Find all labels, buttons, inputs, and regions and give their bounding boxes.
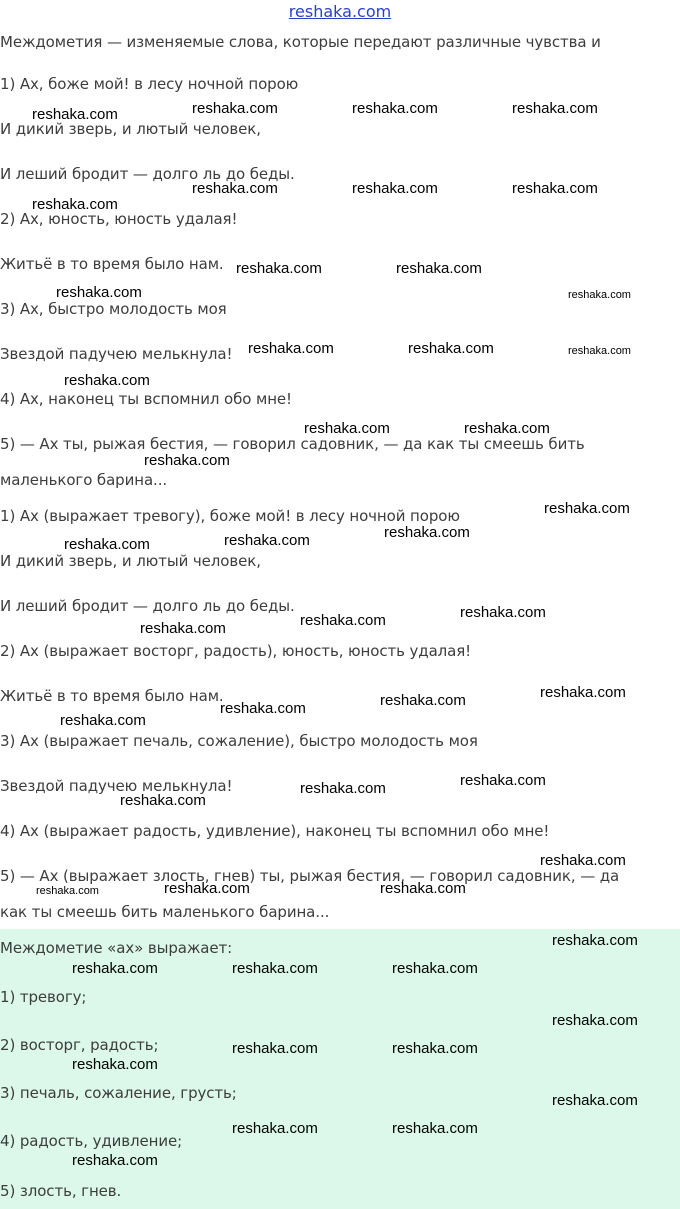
solution-line: И дикий зверь, и лютый человек, [0, 552, 261, 570]
task-line: Звездой падучею мелькнула! [0, 345, 233, 363]
solution-line: как ты смеешь бить маленького барина... [0, 903, 330, 921]
site-link[interactable]: reshaka.com [288, 2, 392, 21]
task-line: Житьё в то время было нам. [0, 255, 224, 273]
watermark: reshaka.com [464, 420, 550, 437]
watermark: reshaka.com [304, 420, 390, 437]
watermark: reshaka.com [408, 340, 494, 357]
watermark: reshaka.com [552, 1092, 638, 1109]
watermark: reshaka.com [392, 960, 478, 977]
task-line: И леший бродит — долго ль до беды. [0, 165, 295, 183]
answer-line: 3) печаль, сожаление, грусть; [0, 1084, 237, 1102]
solution-line: И леший бродит — долго ль до беды. [0, 597, 295, 615]
watermark: reshaka.com [552, 932, 638, 949]
watermark: reshaka.com [236, 260, 322, 277]
watermark: reshaka.com [144, 452, 230, 469]
watermark: reshaka.com [540, 684, 626, 701]
watermark: reshaka.com [72, 960, 158, 977]
watermark: reshaka.com [396, 260, 482, 277]
watermark: reshaka.com [32, 106, 118, 123]
watermark: reshaka.com [64, 372, 150, 389]
watermark: reshaka.com [140, 620, 226, 637]
watermark: reshaka.com [192, 100, 278, 117]
watermark: reshaka.com [120, 792, 206, 809]
watermark: reshaka.com [392, 1120, 478, 1137]
watermark: reshaka.com [72, 1056, 158, 1073]
watermark: reshaka.com [232, 1040, 318, 1057]
watermark: reshaka.com [460, 772, 546, 789]
watermark: reshaka.com [72, 1152, 158, 1169]
task-line: 1) Ах, боже мой! в лесу ночной порою [0, 75, 299, 93]
watermark: reshaka.com [460, 604, 546, 621]
watermark: reshaka.com [60, 712, 146, 729]
watermark: reshaka.com [544, 500, 630, 517]
watermark: reshaka.com [248, 340, 334, 357]
watermark: reshaka.com [32, 196, 118, 213]
watermark: reshaka.com [232, 1120, 318, 1137]
watermark: reshaka.com [220, 700, 306, 717]
watermark: reshaka.com [300, 780, 386, 797]
watermark: reshaka.com [540, 852, 626, 869]
watermark: reshaka.com [512, 180, 598, 197]
watermark: reshaka.com [568, 289, 631, 301]
solution-line: 4) Ах (выражает радость, удивление), наконец ты вспомнил обо мне! [0, 822, 550, 840]
watermark: reshaka.com [232, 960, 318, 977]
solution-line: 1) Ах (выражает тревогу), боже мой! в лесу ночной порою [0, 507, 460, 525]
watermark: reshaka.com [300, 612, 386, 629]
solution-line: 5) — Ах (выражает злость, гнев) ты, рыжая бестия, — говорил садовник, — да [0, 867, 620, 885]
watermark: reshaka.com [380, 692, 466, 709]
task-line: 3) Ах, быстро молодость моя [0, 300, 227, 318]
watermark: reshaka.com [192, 180, 278, 197]
watermark: reshaka.com [352, 100, 438, 117]
task-line: И дикий зверь, и лютый человек, [0, 120, 261, 138]
answer-line: 4) радость, удивление; [0, 1132, 183, 1150]
answer-line: 1) тревогу; [0, 988, 87, 1006]
watermark: reshaka.com [552, 1012, 638, 1029]
watermark: reshaka.com [352, 180, 438, 197]
watermark: reshaka.com [64, 536, 150, 553]
task-line: 4) Ах, наконец ты вспомнил обо мне! [0, 390, 292, 408]
task-line: маленького барина... [0, 471, 168, 489]
answer-line: 5) злость, гнев. [0, 1182, 122, 1200]
task-intro: Междометия — изменяемые слова, которые передают различные чувства и [0, 33, 601, 51]
watermark: reshaka.com [568, 345, 631, 357]
watermark: reshaka.com [380, 880, 466, 897]
watermark: reshaka.com [224, 532, 310, 549]
solution-line: Житьё в то время было нам. [0, 687, 224, 705]
watermark: reshaka.com [512, 100, 598, 117]
solution-line: 3) Ах (выражает печаль, сожаление), быстро молодость моя [0, 732, 478, 750]
solution-line: Звездой падучею мелькнула! [0, 777, 233, 795]
watermark: reshaka.com [392, 1040, 478, 1057]
watermark: reshaka.com [384, 524, 470, 541]
task-line: 2) Ах, юность, юность удалая! [0, 210, 238, 228]
answer-title: Междометие «ах» выражает: [0, 939, 233, 957]
watermark: reshaka.com [36, 885, 99, 897]
solution-line: 2) Ах (выражает восторг, радость), юность, юность удалая! [0, 642, 472, 660]
task-line: 5) — Ах ты, рыжая бестия, — говорил садовник, — да как ты смеешь бить [0, 435, 585, 453]
watermark: reshaka.com [56, 284, 142, 301]
answer-line: 2) восторг, радость; [0, 1036, 159, 1054]
watermark: reshaka.com [164, 880, 250, 897]
